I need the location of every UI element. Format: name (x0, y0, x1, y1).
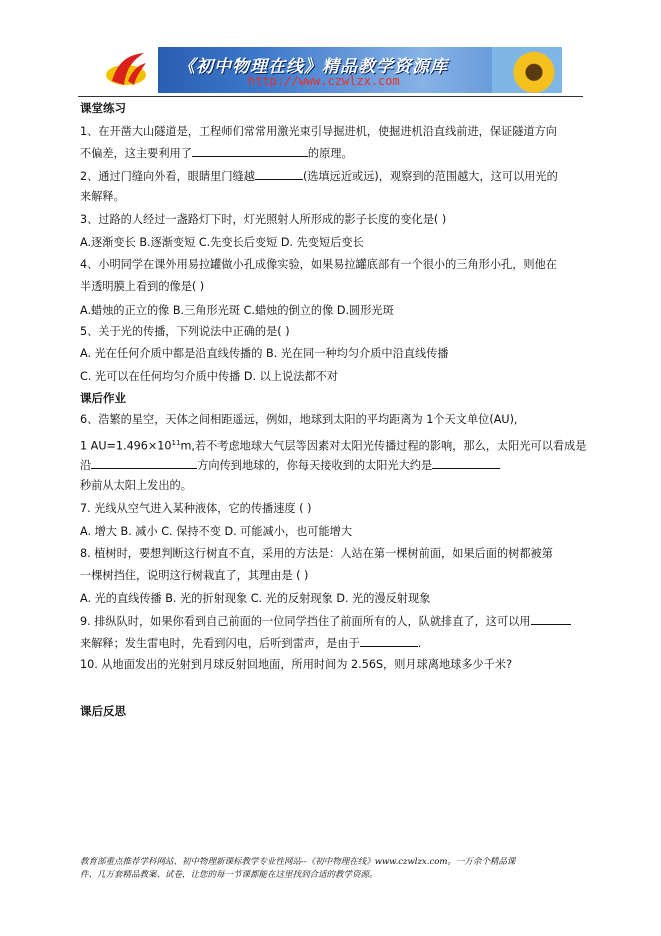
q8-options: A. 光的直线传播 B. 光的折射现象 C. 光的反射现象 D. 光的漫反射现象 (80, 592, 431, 605)
section-reflection: 课后反思 (80, 704, 126, 718)
q9-line1: 9. 排纵队时，如果你看到自己前面的一位同学挡住了前面所有的人，队就排直了，这可以用 (80, 614, 571, 629)
logo-icon (104, 51, 150, 89)
q8-line2: 一棵树挡住，说明这行树栽直了，其理由是 ( ) (80, 569, 309, 582)
q4-line2: 半透明膜上看到的像是( ) (80, 280, 205, 293)
q1-line2: 不偏差，这主要利用了 的原理。 (80, 147, 353, 160)
answer-blank[interactable] (360, 636, 418, 647)
banner-url[interactable]: http://www.czwlzx.com (248, 74, 400, 88)
q1-line1: 1、在开凿大山隧道是，工程师们常常用激光束引导掘进机，使掘进机沿直线前进，保证隧道方向 (80, 125, 557, 138)
q5-stem: 5、关于光的传播，下列说法中正确的是( ) (80, 325, 290, 338)
q6-line1: 6、浩繁的星空，天体之间相距遥远，例如，地球到太阳的平均距离为 1个天文单位(AU), (80, 413, 518, 426)
q3-options: A.逐渐变长 B.逐渐变短 C.先变长后变短 D. 先变短后变长 (80, 236, 364, 249)
q4-line1: 4、小明同学在课外用易拉罐做小孔成像实验，如果易拉罐底部有一个很小的三角形小孔，则他在 (80, 258, 557, 271)
q8-line1: 8. 植树时，要想判断这行树直不直，采用的方法是：人站在第一棵树前面，如果后面的树都被第 (80, 547, 553, 560)
banner-title: 《初中物理在线》精品教学资源库 (178, 57, 448, 77)
q9-line2: 来解释；发生雷电时，先看到闪电，后听到雷声，是由于 . (80, 637, 422, 650)
q6-line4: 秒前从太阳上发出的。 (80, 479, 192, 492)
logo (98, 47, 158, 93)
q2-line2: 来解释。 (80, 190, 125, 203)
answer-blank[interactable] (255, 169, 303, 180)
answer-blank[interactable] (192, 146, 308, 157)
q4-options: A.蜡烛的正立的像 B.三角形光斑 C.蜡烛的倒立的像 D.圆形光斑 (80, 304, 394, 317)
q5-options-ab: A. 光在任何介质中都是沿直线传播的 B. 光在同一种均匀介质中沿直线传播 (80, 347, 449, 360)
q6-line3: 沿 方向传到地球的，你每天接收到的太阳光大约是 (80, 458, 500, 473)
q7-options: A. 增大 B. 减小 C. 保持不变 D. 可能减小，也可能增大 (80, 525, 353, 538)
header-banner (98, 47, 562, 93)
footer-line1: 教育部重点推荐学科网站、初中物理新课标教学专业性网站--《初中物理在线》www.czwlzx.com。一万余个精品课 (80, 857, 516, 867)
q6-line2: 1 $AU=1.496\times 10^{11}m$,若不考虑地球大气层等因素对太阳光传播过程的影响，那么，太阳光可以看成是 (80, 439, 587, 453)
q5-options-cd: C. 光可以在任何均匀介质中传播 D. 以上说法都不对 (80, 370, 338, 383)
q3-stem: 3、过路的人经过一盏路灯下时，灯光照射人所形成的影子长度的变化是( ) (80, 213, 447, 226)
q10-stem: 10. 从地面发出的光射到月球反射回地面，所用时间为 2.56S，则月球离地球多少千米? (80, 658, 513, 671)
q2-line1: 2、通过门缝向外看，眼睛里门缝越 (选填远近或远)，观察到的范围越大，这可以用光的 (80, 170, 558, 183)
section-practice: 课堂练习 (80, 101, 126, 115)
sunflower-icon (492, 47, 562, 93)
answer-blank[interactable] (91, 458, 197, 469)
q7-stem: 7. 光线从空气进入某种液体，它的传播速度 ( ) (80, 502, 312, 515)
header-divider (78, 96, 583, 97)
answer-blank[interactable] (432, 458, 500, 469)
answer-blank[interactable] (531, 614, 571, 625)
section-homework: 课后作业 (80, 391, 126, 405)
footer-line2: 件、几万套精品教案、试卷，让您的每一节课都能在这里找到合适的教学资源。 (80, 870, 378, 880)
